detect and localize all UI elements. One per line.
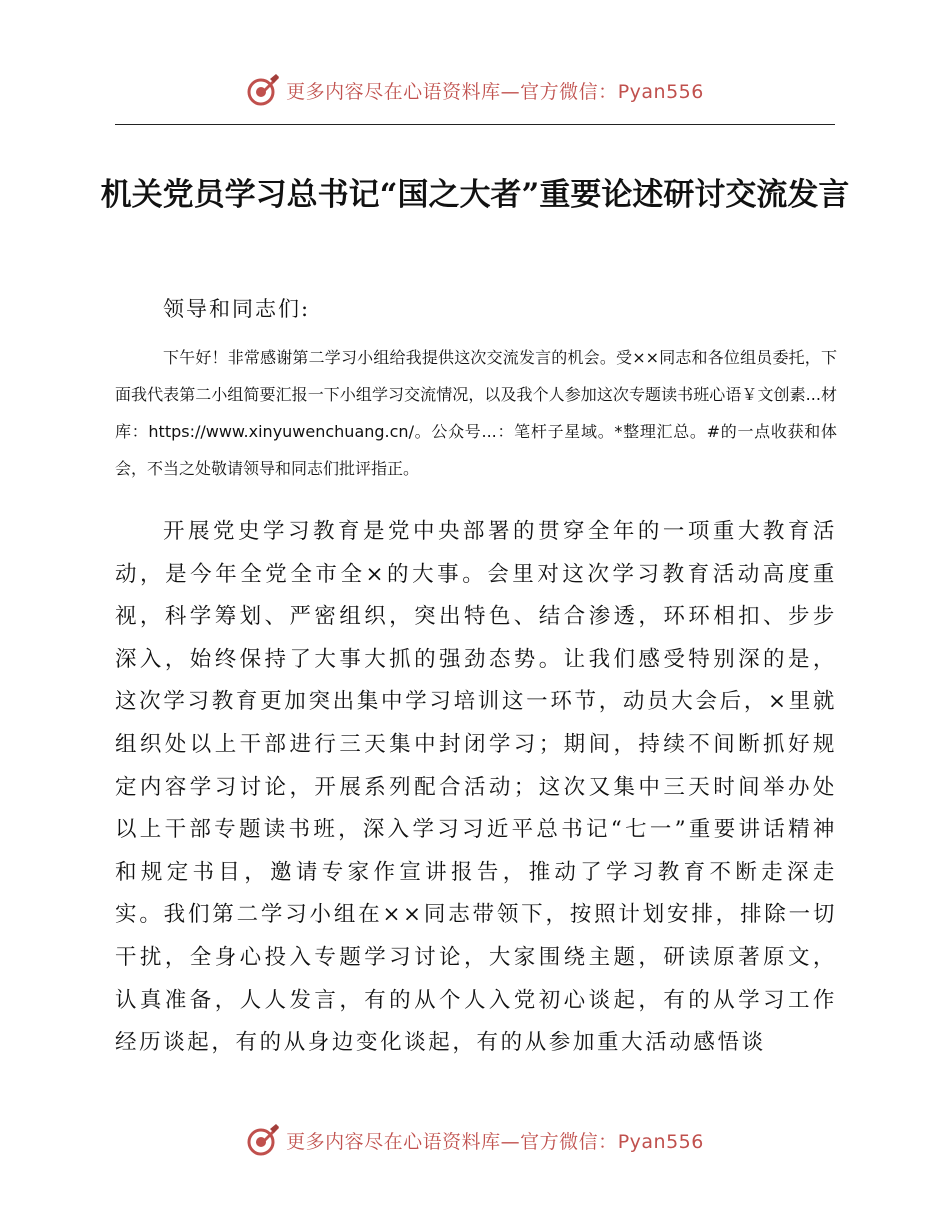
header-divider — [115, 124, 835, 125]
footer-banner-separator: —官方微信： — [500, 1130, 618, 1153]
footer-banner-slogan: 更多内容尽在心语资料库 — [286, 1130, 501, 1153]
quill-logo-icon — [246, 1123, 280, 1157]
document-title: 机关党员学习总书记“国之大者”重要论述研讨交流发言 — [100, 177, 850, 213]
footer-banner — [0, 1120, 950, 1160]
header-banner-separator: —官方微信： — [500, 80, 618, 103]
footer-banner-text — [286, 1127, 704, 1154]
header-banner — [0, 70, 950, 110]
body-paragraph: 开展党史学习教育是党中央部署的贯穿全年的一项重大教育活动，是今年全党全市全×的大事。会里对这次学习教育活动高度重视，科学筹划、严密组织，突出特色、结合渗透，环环相扣、步步深入，始终保持了大事大抓的强劲态势。让我们感受特别深的是，这次学习教育更加突出集中学习培训这一环节，动员大会后，×里就组织处以上干部进行三天集中封闭学习；期间，持续不间断抓好规定内容学习讨论，开展系列配合活动；这次又集中三天时间举办处以上干部专题读书班，深入学习习近平总书记“七一”重要讲话精神和规定书目，邀请专家作宣讲报告，推动了学习教育不断走深走实。我们第二学习小组在××同志带领下，按照计划安排，排除一切干扰，全身心投入专题学习讨论，大家围绕主题，研读原著原文，认真准备，人人发言，有的从个人入党初心谈起，有的从学习工作经历谈起，有的从身边变化谈起，有的从参加重大活动感悟谈 — [115, 519, 837, 1056]
header-banner-slogan: 更多内容尽在心语资料库 — [286, 80, 501, 103]
header-banner-wechat: Pyan556 — [617, 80, 704, 103]
quill-logo-icon — [246, 73, 280, 107]
salutation: 领导和同志们: — [163, 297, 311, 321]
header-banner-text — [286, 77, 704, 104]
intro-paragraph: 下午好！非常感谢第二学习小组给我提供这次交流发言的机会。受××同志和各位组员委托，下面我代表第二小组简要汇报一下小组学习交流情况，以及我个人参加这次专题读书班心语￥文创素...材库：https://www.xinyuwenchuang.cn/。公众号...：笔杆子星域。*整理汇总。#的一点收获和体会，不当之处敬请领导和同志们批评指正。 — [115, 348, 837, 478]
footer-banner-wechat: Pyan556 — [617, 1130, 704, 1153]
